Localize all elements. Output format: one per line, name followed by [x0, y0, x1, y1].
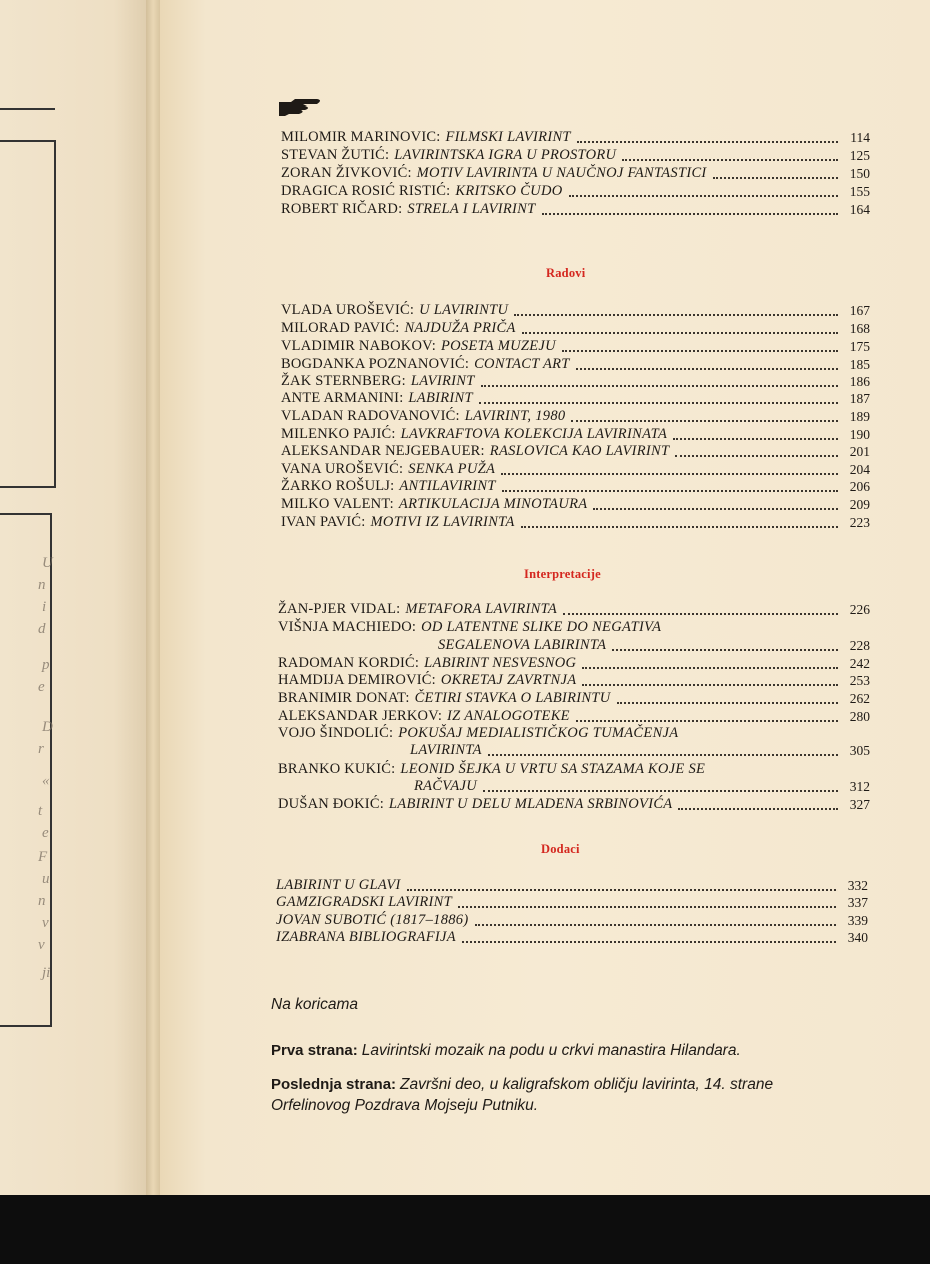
entry-page-number: 167 [849, 303, 870, 318]
entry-page-number: 223 [849, 515, 870, 530]
pointing-hand-icon [277, 96, 325, 120]
entry-title: U LAVIRINTU [419, 302, 509, 318]
entry-title: LABIRINT U GLAVI [276, 877, 401, 893]
leader-dots [407, 881, 836, 891]
leader-dots [514, 306, 838, 316]
toc-entry [278, 725, 878, 742]
entry-page-number: 206 [849, 479, 870, 494]
leader-dots [617, 694, 838, 704]
left-page-fragment: d [38, 621, 46, 637]
entry-author: ZORAN ŽIVKOVIĆ: [281, 165, 412, 181]
toc-entry [278, 708, 870, 725]
entry-title: ČETIRI STAVKA O LABIRINTU [414, 690, 611, 706]
leader-dots [458, 898, 836, 908]
entry-title: SENKA PUŽA [408, 461, 496, 477]
leader-dots [542, 205, 839, 215]
entry-page-number: 337 [847, 895, 868, 910]
front-cover-text: Lavirintski mozaik na podu u crkvi manastira Hilandara. [361, 1042, 741, 1059]
toc-entry [281, 514, 870, 531]
entry-author: VOJO ŠINDOLIĆ: [278, 725, 394, 741]
toc-entry [281, 165, 870, 182]
entry-page-number: 168 [849, 321, 870, 336]
entry-author: MILOMIR MARINOVIC: [281, 129, 441, 145]
left-page-frame-top [0, 140, 56, 488]
entry-author: ANTE ARMANINI: [281, 390, 404, 406]
entry-author: ALEKSANDAR NEJGEBAUER: [281, 443, 485, 459]
entry-page-number: 340 [847, 930, 868, 945]
entry-title: IZABRANA BIBLIOGRAFIJA [276, 929, 456, 945]
toc-entry [278, 601, 870, 618]
toc-entry [281, 373, 870, 390]
entry-title: LAVIRINT [410, 373, 475, 389]
section-heading-radovi: Radovi [546, 266, 586, 280]
leader-dots [488, 746, 838, 756]
entry-author: BOGDANKA POZNANOVIĆ: [281, 356, 470, 372]
scan-edge-shadow [0, 1195, 930, 1264]
front-cover-label: Prva strana: [271, 1042, 358, 1059]
back-cover-label: Poslednja strana: [271, 1076, 397, 1093]
toc-entry [278, 655, 870, 672]
entry-title: LEONID ŠEJKA U VRTU SA STAZAMA KOJE SE [400, 761, 706, 777]
entry-title: GAMZIGRADSKI LAVIRINT [276, 894, 452, 910]
appendix-entry [276, 912, 868, 929]
back-cover-note-line2 [271, 1097, 538, 1115]
toc-entry-continued [438, 637, 870, 654]
entry-author: DUŠAN ĐOKIĆ: [278, 796, 384, 812]
notes-heading-text: Na koricama [271, 996, 358, 1013]
toc-entry [281, 129, 870, 146]
left-page-fragment: v [38, 937, 45, 953]
entry-author: VANA UROŠEVIĆ: [281, 461, 404, 477]
leader-dots [622, 151, 838, 161]
toc-entry [281, 443, 870, 460]
leader-dots [582, 676, 838, 686]
leader-dots [576, 712, 838, 722]
left-page-fragment: U [42, 555, 53, 571]
toc-entry [281, 147, 870, 164]
toc-entry [281, 478, 870, 495]
entry-title: KRITSKO ČUDO [455, 183, 563, 199]
entry-page-number: 185 [849, 357, 870, 372]
entry-title: LAVKRAFTOVA KOLEKCIJA LAVIRINATA [400, 426, 668, 442]
entry-title: MOTIVI IZ LAVIRINTA [370, 514, 515, 530]
left-page-rule [0, 108, 55, 110]
entry-author: STEVAN ŽUTIĆ: [281, 147, 390, 163]
section-heading-dodaci: Dodaci [541, 842, 580, 856]
entry-title: CONTACT ART [474, 356, 570, 372]
left-page-fragment: r [38, 741, 44, 757]
entry-title: MOTIV LAVIRINTA U NAUČNOJ FANTASTICI [416, 165, 707, 181]
leader-dots [612, 641, 838, 651]
appendix-entry [276, 929, 868, 946]
toc-entry [278, 672, 870, 689]
entry-title-continued: SEGALENOVA LABIRINTA [438, 637, 607, 653]
toc-entry [281, 408, 870, 425]
entry-title: OD LATENTNE SLIKE DO NEGATIVA [421, 619, 662, 635]
toc-entry [281, 426, 870, 443]
entry-author: BRANIMIR DONAT: [278, 690, 410, 706]
leader-dots [713, 169, 838, 179]
leader-dots [475, 916, 837, 926]
entry-page-number: 242 [849, 656, 870, 671]
leader-dots [522, 324, 838, 334]
leader-dots [582, 659, 838, 669]
left-page-fragment: u [42, 871, 50, 887]
toc-entry [281, 390, 870, 407]
entry-page-number: 209 [849, 497, 870, 512]
leader-dots [593, 500, 838, 510]
entry-title: STRELA I LAVIRINT [407, 201, 536, 217]
toc-entry [281, 201, 870, 218]
entry-page-number: 150 [849, 166, 870, 181]
toc-entry [278, 761, 878, 778]
entry-page-number: 189 [849, 409, 870, 424]
entry-author: VLADA UROŠEVIĆ: [281, 302, 415, 318]
entry-page-number: 226 [849, 602, 870, 617]
entry-title-continued: LAVIRINTA [410, 742, 482, 758]
leader-dots [673, 430, 838, 440]
leader-dots [483, 782, 838, 792]
leader-dots [501, 465, 838, 475]
leader-dots [479, 394, 838, 404]
entry-title: LABIRINT U DELU MLADENA SRBINOVIĆA [388, 796, 673, 812]
entry-page-number: 125 [849, 148, 870, 163]
toc-entry [281, 356, 870, 373]
entry-page-number: 305 [849, 743, 870, 758]
leader-dots [502, 482, 838, 492]
toc-entry [278, 690, 870, 707]
entry-title: POSETA MUZEJU [440, 338, 556, 354]
left-page-fragment: F [38, 849, 48, 865]
back-cover-text: Završni deo, u kaligrafskom obličju lavirinta, 14. strane [400, 1076, 774, 1093]
entry-title: LABIRINT NESVESNOG [424, 655, 577, 671]
entry-author: HAMDIJA DEMIROVIĆ: [278, 672, 436, 688]
toc-entry [281, 320, 870, 337]
entry-author: VLADIMIR NABOKOV: [281, 338, 436, 354]
toc-entry-continued [410, 742, 870, 759]
entry-author: ROBERT RIČARD: [281, 201, 403, 217]
toc-entry [281, 496, 870, 513]
entry-title: LAVIRINT, 1980 [464, 408, 566, 424]
entry-title: POKUŠAJ MEDIALISTIČKOG TUMAČENJA [398, 725, 679, 741]
left-page-fragment: t [38, 803, 43, 819]
entry-title: JOVAN SUBOTIĆ (1817–1886) [276, 912, 469, 928]
entry-author: IVAN PAVIĆ: [281, 514, 366, 530]
leader-dots [562, 342, 838, 352]
left-page-fragment: « [42, 773, 50, 789]
leader-dots [576, 360, 838, 370]
entry-author: BRANKO KUKIĆ: [278, 761, 396, 777]
entry-page-number: 327 [849, 797, 870, 812]
toc-entry [278, 796, 870, 813]
left-page-fragment: n [38, 893, 46, 909]
entry-author: MILENKO PAJIĆ: [281, 426, 396, 442]
entry-title: ANTILAVIRINT [399, 478, 496, 494]
entry-page-number: 339 [847, 913, 868, 928]
leader-dots [462, 933, 836, 943]
entry-author: DRAGICA ROSIĆ RISTIĆ: [281, 183, 451, 199]
leader-dots [675, 447, 838, 457]
toc-entry [281, 302, 870, 319]
entry-title-continued: RAČVAJU [414, 778, 478, 794]
entry-page-number: 228 [849, 638, 870, 653]
entry-title: METAFORA LAVIRINTA [405, 601, 558, 617]
leader-dots [577, 133, 838, 143]
entry-author: ALEKSANDAR JERKOV: [278, 708, 443, 724]
entry-title: OKRETAJ ZAVRTNJA [440, 672, 577, 688]
entry-author: VIŠNJA MACHIEDO: [278, 619, 417, 635]
left-page-fragment: D [42, 719, 53, 735]
notes-heading [271, 996, 358, 1014]
leader-dots [563, 605, 838, 615]
entry-author: RADOMAN KORDIĆ: [278, 655, 420, 671]
left-page-fragment: v [42, 915, 49, 931]
entry-page-number: 155 [849, 184, 870, 199]
left-page-fragment: e [42, 825, 49, 841]
toc-entry-continued [414, 778, 870, 795]
toc-entry [278, 619, 878, 636]
leader-dots [678, 800, 838, 810]
back-cover-note [271, 1076, 773, 1094]
entry-page-number: 186 [849, 374, 870, 389]
entry-page-number: 190 [849, 427, 870, 442]
left-page-fragment: p [42, 657, 50, 673]
entry-author: ŽARKO ROŠULJ: [281, 478, 395, 494]
entry-page-number: 332 [847, 878, 868, 893]
entry-page-number: 201 [849, 444, 870, 459]
entry-page-number: 175 [849, 339, 870, 354]
leader-dots [481, 377, 838, 387]
right-page [160, 0, 930, 1195]
appendix-entry [276, 877, 868, 894]
entry-author: MILKO VALENT: [281, 496, 394, 512]
toc-entry [281, 183, 870, 200]
left-page-fragment: e [38, 679, 45, 695]
entry-author: ŽAN-PJER VIDAL: [278, 601, 401, 617]
entry-page-number: 204 [849, 462, 870, 477]
left-page [0, 0, 162, 1195]
entry-author: MILORAD PAVIĆ: [281, 320, 400, 336]
entry-title: ARTIKULACIJA MINOTAURA [398, 496, 588, 512]
entry-title: IZ ANALOGOTEKE [447, 708, 570, 724]
left-page-fragment: n [38, 577, 46, 593]
leader-dots [569, 187, 839, 197]
entry-author: ŽAK STERNBERG: [281, 373, 406, 389]
entry-title: LAVIRINTSKA IGRA U PROSTORU [394, 147, 617, 163]
entry-author: VLADAN RADOVANOVIĆ: [281, 408, 460, 424]
entry-page-number: 253 [849, 673, 870, 688]
left-page-fragment: i [42, 599, 47, 615]
entry-title: FILMSKI LAVIRINT [445, 129, 571, 145]
entry-page-number: 164 [849, 202, 870, 217]
entry-page-number: 312 [849, 779, 870, 794]
leader-dots [521, 518, 838, 528]
left-page-fragment: ji [42, 965, 51, 981]
front-cover-note [271, 1042, 741, 1060]
entry-page-number: 280 [849, 709, 870, 724]
entry-page-number: 114 [850, 130, 870, 145]
toc-entry [281, 338, 870, 355]
leader-dots [571, 412, 838, 422]
back-cover-text-line2: Orfelinovog Pozdrava Mojseju Putniku. [271, 1097, 539, 1114]
entry-title: LABIRINT [408, 390, 473, 406]
entry-page-number: 262 [849, 691, 870, 706]
entry-page-number: 187 [849, 391, 870, 406]
section-heading-interpretacije: Interpretacije [524, 567, 601, 581]
entry-title: NAJDUŽA PRIČA [404, 320, 516, 336]
entry-title: RASLOVICA KAO LAVIRINT [489, 443, 670, 459]
appendix-entry [276, 894, 868, 911]
toc-entry [281, 461, 870, 478]
